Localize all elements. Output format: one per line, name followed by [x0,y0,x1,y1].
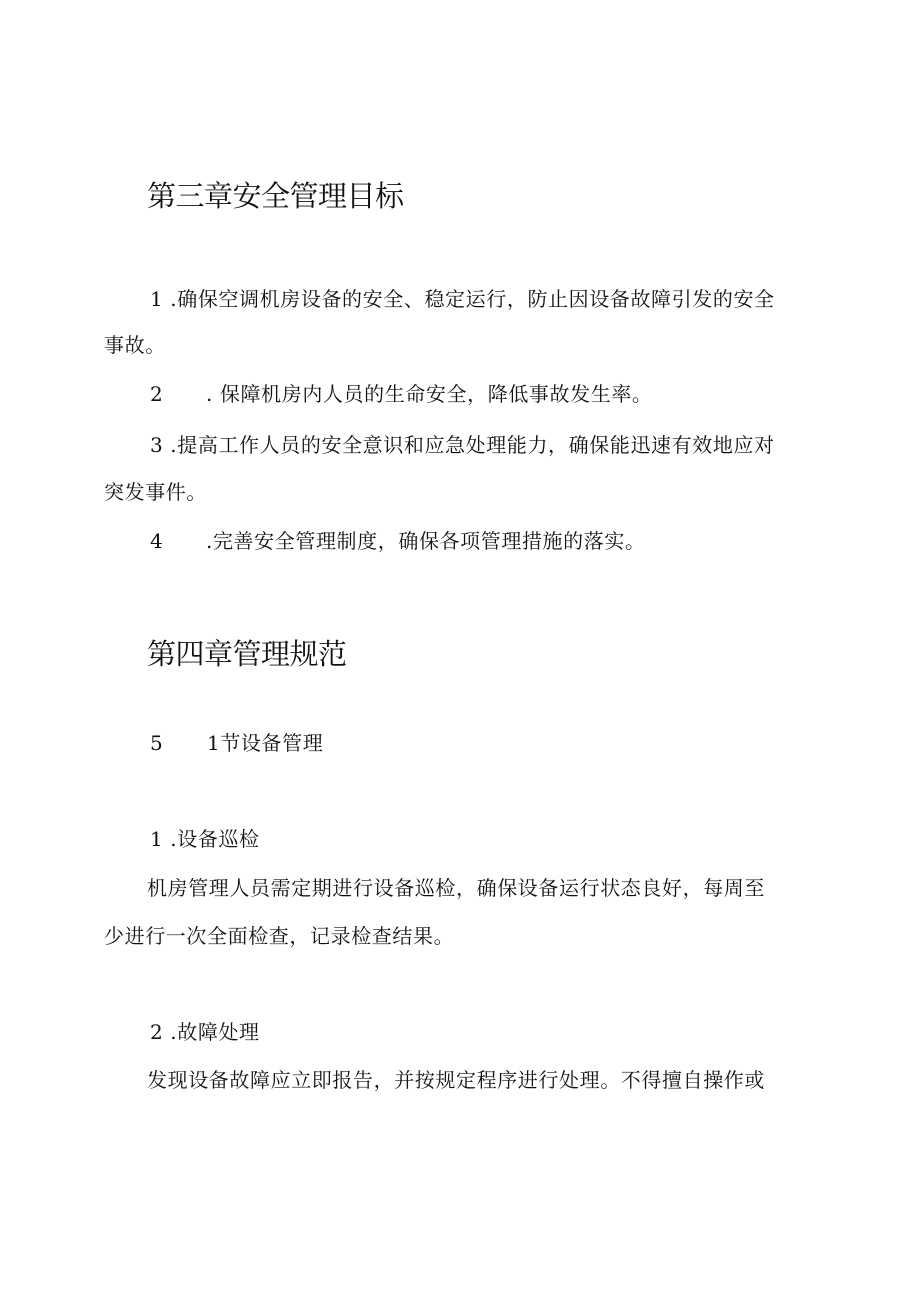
subsection-number: 2 [150,1020,164,1044]
chapter3-item-3 [150,433,775,457]
chapter3-item-3-continuation: 突发事件。 [104,480,207,504]
item-number: 1 [150,287,164,311]
item-text: .确保空调机房设备的安全、稳定运行，防止因设备故障引发的安全 [170,287,775,311]
subsection-title: .设备巡检 [170,827,260,851]
chapter3-item-4 [150,529,646,553]
subsection-2-title [150,1020,260,1044]
item-text: . 保障机房内人员的生命安全，降低事故发生率。 [206,382,653,406]
chapter3-item-1 [150,287,775,311]
item-number: 2 [150,382,164,406]
subsection-1-body-line1: 机房管理人员需定期进行设备巡检，确保设备运行状态良好，每周至 [147,876,765,900]
chapter3-item-2 [150,382,653,406]
section-label: 1节设备管理 [207,731,324,755]
subsection-1-title [150,827,260,851]
chapter3-heading: 第三章安全管理目标 [147,179,404,213]
item-text: .提高工作人员的安全意识和应急处理能力，确保能迅速有效地应对 [170,433,775,457]
item-number: 3 [150,433,164,457]
subsection-number: 1 [150,827,164,851]
section-heading [150,731,323,755]
subsection-2-body-line1: 发现设备故障应立即报告，并按规定程序进行处理。不得擅自操作或 [147,1068,765,1092]
chapter3-item-1-continuation: 事故。 [104,333,166,357]
subsection-title: .故障处理 [170,1020,260,1044]
subsection-1-body-line2: 少进行一次全面检查，记录检查结果。 [104,924,455,948]
chapter4-heading: 第四章管理规范 [147,637,347,671]
section-number: 5 [150,731,164,755]
item-number: 4 [150,529,164,553]
item-text: .完善安全管理制度，确保各项管理措施的落实。 [206,529,646,553]
